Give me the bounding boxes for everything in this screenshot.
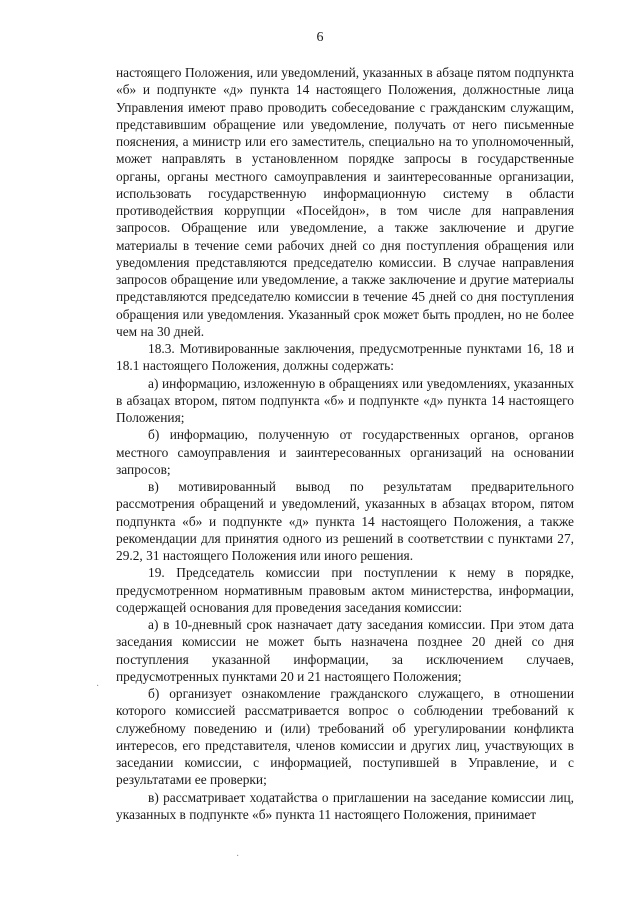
paragraph-19: 19. Председатель комиссии при поступлении к нему в порядке, предусмотренном нормативным правовым актом министерства, информации, содержащей основания для проведения заседания комиссии: [116, 565, 574, 615]
paragraph-18-3: 18.3. Мотивированные заключения, предусмотренные пунктами 16, 18 и 18.1 настоящего Положения, должны содержать: [116, 341, 574, 374]
scan-speck-mark: · [236, 851, 240, 862]
paragraph-continuation: настоящего Положения, или уведомлений, указанных в абзаце пятом подпункта «б» и подпункте «д» пункта 14 настоящего Положения, должностные лица Управления имеют право проводить собеседование с гражданским служащим, представившим обращение или уведомление, получать от него письменные пояснения, а министр или его заместитель, специально на то уполномоченный, может направлять в установленном порядке запросы в государственные органы, органы местного самоуправления и заинтересованные организации, использовать государственную информационную систему в области противодействия коррупции «Посейдон», в том числе для направления запросов. Обращение или уведомление, а также заключение и другие материалы в течение семи рабочих дней со дня поступления обращения или уведомления представляются председателю комиссии. В случае направления запросов обращение или уведомление, а также заключение и другие материалы представляются председателю комиссии в течение 45 дней со дня поступления обращения или уведомления. Указанный срок может быть продлен, но не более чем на 30 дней. [116, 65, 574, 339]
page-number: 6 [316, 30, 324, 45]
scan-speck-mark: · [96, 681, 100, 692]
paragraph-19-v: в) рассматривает ходатайства о приглашении на заседание комиссии лиц, указанных в подпункте «б» пункта 11 настоящего Положения, принимает [116, 789, 574, 822]
document-body [116, 64, 574, 823]
paragraph-18-3-b: б) информацию, полученную от государственных органов, органов местного самоуправления и заинтересованных организаций на основании запросов; [116, 427, 574, 477]
paragraph-18-3-v: в) мотивированный вывод по результатам предварительного рассмотрения обращений и уведомлений, указанных в абзацах втором, пятом подпункта «б» и подпункте «д» пункта 14 настоящего Положения, а также рекомендации для принятия одного из решений в соответствии с пунктами 27, 29.2, 31 настоящего Положения или иного решения. [116, 479, 574, 563]
paragraph-19-b: б) организует ознакомление гражданского служащего, в отношении которого комиссией рассматривается вопрос о соблюдении требований к служебному поведению и (или) требований об урегулировании конфликта интересов, его представителя, членов комиссии и других лиц, участвующих в заседании комиссии, с информацией, поступившей в Управление, и с результатами ее проверки; [116, 686, 574, 788]
paragraph-19-a: а) в 10-дневный срок назначает дату заседания комиссии. При этом дата заседания комиссии не может быть назначена позднее 20 дней со дня поступления указанной информации, за исключением случаев, предусмотренных пунктами 20 и 21 настоящего Положения; [116, 617, 574, 684]
paragraph-18-3-a: а) информацию, изложенную в обращениях или уведомлениях, указанных в абзацах втором, пятом подпункта «б» и подпункте «д» пункта 14 настоящего Положения; [116, 375, 574, 425]
